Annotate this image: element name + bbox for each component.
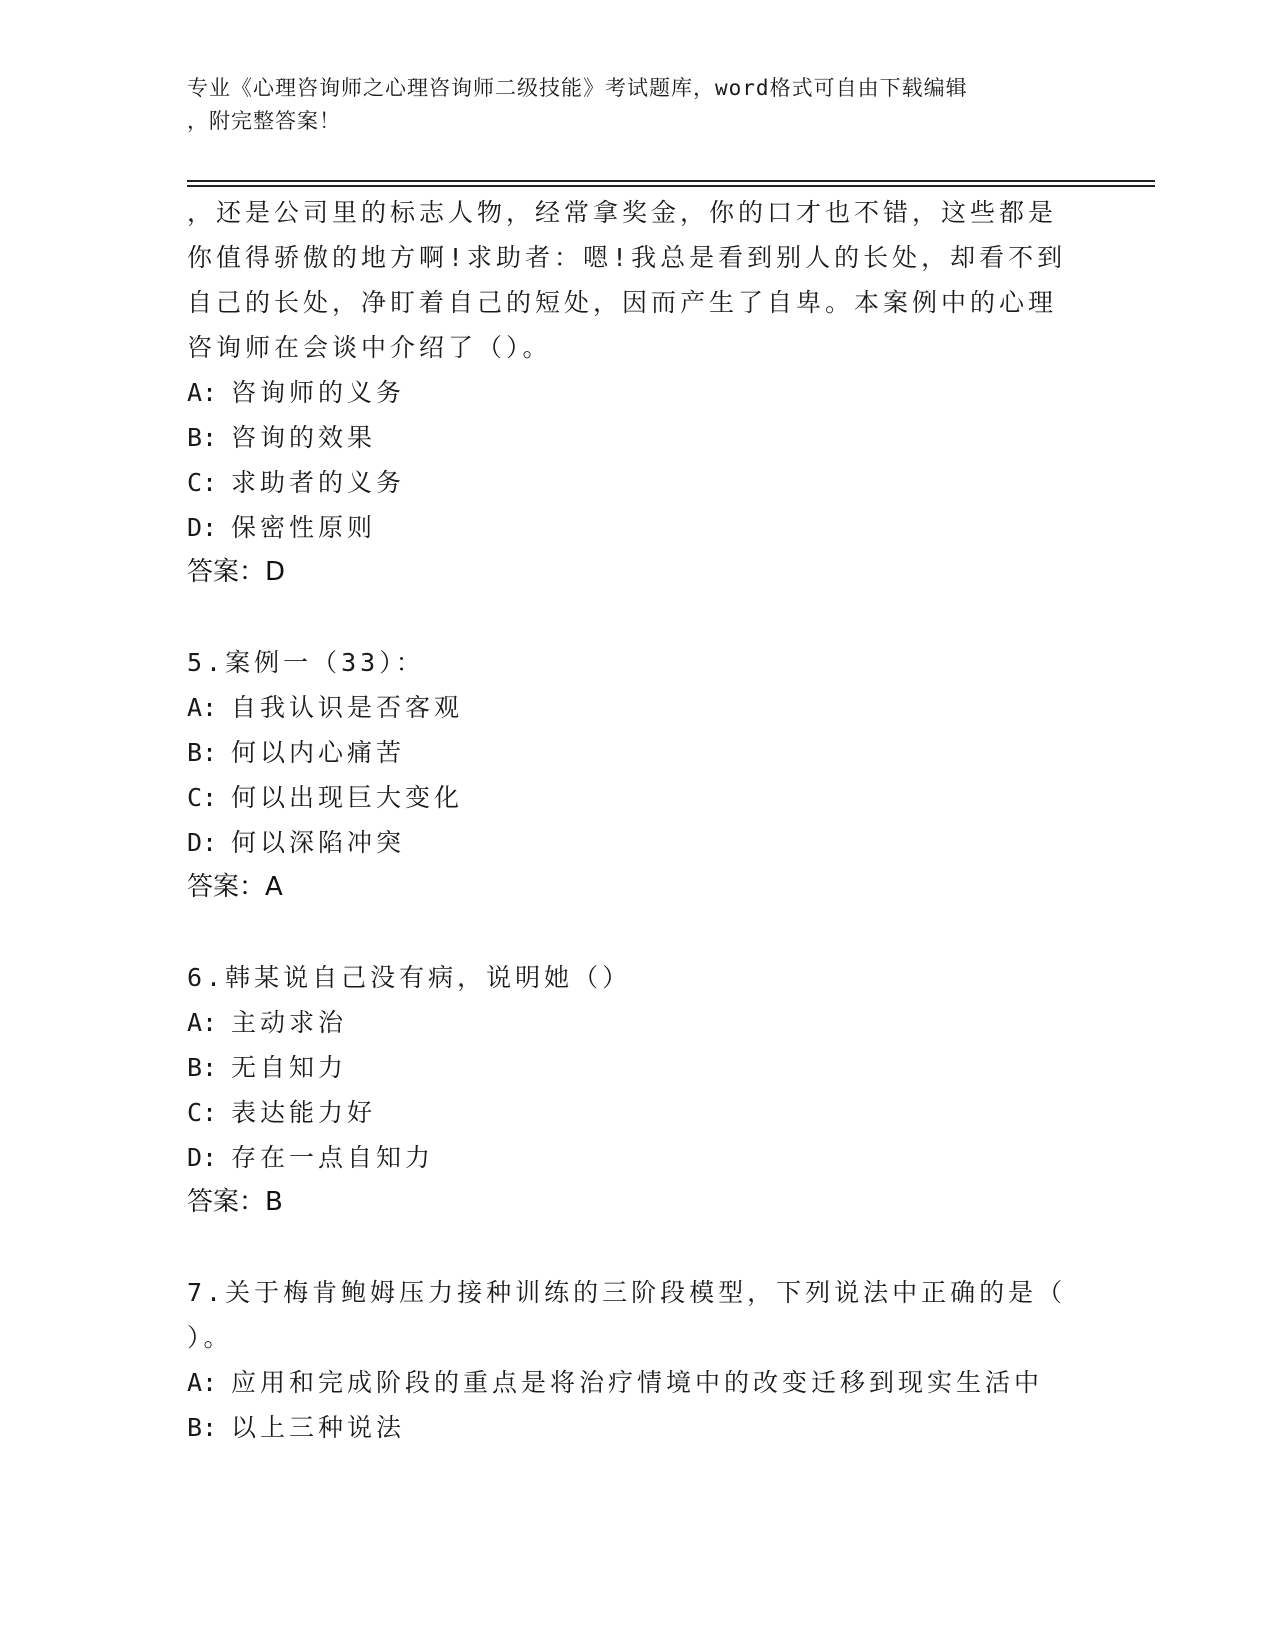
option-text: 咨询师的义务 (231, 378, 406, 407)
option-text: 自我认识是否客观 (231, 693, 464, 722)
option-a (187, 685, 1087, 730)
option-text: 何以深陷冲突 (231, 828, 406, 857)
option-letter: D: (187, 828, 218, 857)
option-text: 咨询的效果 (231, 423, 377, 452)
option-letter: C: (187, 468, 218, 497)
option-a (187, 1000, 1087, 1045)
answer-line: 答案：A (187, 872, 283, 902)
option-text: 表达能力好 (231, 1098, 377, 1127)
option-b (187, 730, 1087, 775)
question-stem-line: 5.案例一（33）： (187, 648, 425, 677)
option-text: 主动求治 (231, 1008, 348, 1037)
option-a (187, 1360, 1087, 1405)
question-stem-line: ）。 (187, 1323, 233, 1352)
document-header (187, 72, 1067, 138)
question-stem-line: 6.韩某说自己没有病，说明她（） (187, 963, 632, 992)
question-4 (187, 190, 1087, 595)
option-d (187, 505, 1087, 550)
option-letter: D: (187, 513, 218, 542)
option-c (187, 460, 1087, 505)
option-text: 无自知力 (231, 1053, 348, 1082)
option-d (187, 820, 1087, 865)
option-letter: B: (187, 1053, 218, 1082)
question-5 (187, 640, 1087, 910)
question-stem-line: 你值得骄傲的地方啊!求助者：嗯!我总是看到别人的长处，却看不到 (187, 243, 1067, 272)
spacer (187, 595, 1087, 640)
question-stem-line: ，还是公司里的标志人物，经常拿奖金，你的口才也不错，这些都是 (187, 198, 1058, 227)
option-letter: A: (187, 1368, 218, 1397)
question-list (187, 190, 1087, 1450)
option-letter: B: (187, 423, 218, 452)
header-line-2: ，附完整答案！ (187, 109, 341, 133)
answer-line: 答案：B (187, 1187, 283, 1217)
option-c (187, 1090, 1087, 1135)
question-7 (187, 1270, 1087, 1450)
question-stem-line: 自己的长处，净盯着自己的短处，因而产生了自卑。本案例中的心理 (187, 288, 1058, 317)
option-letter: C: (187, 1098, 218, 1127)
answer-line: 答案：D (187, 557, 286, 587)
option-letter: B: (187, 1413, 218, 1442)
option-letter: A: (187, 1008, 218, 1037)
question-6 (187, 955, 1087, 1225)
option-b (187, 415, 1087, 460)
option-text: 何以内心痛苦 (231, 738, 406, 767)
option-d (187, 1135, 1087, 1180)
question-stem-line: 咨询师在会谈中介绍了（）。 (187, 333, 552, 362)
option-letter: A: (187, 693, 218, 722)
option-text: 保密性原则 (231, 513, 377, 542)
header-divider-bottom (187, 185, 1155, 187)
question-stem-line: 7.关于梅肯鲍姆压力接种训练的三阶段模型，下列说法中正确的是（ (187, 1278, 1067, 1307)
option-b (187, 1405, 1087, 1450)
option-letter: D: (187, 1143, 218, 1172)
option-letter: C: (187, 783, 218, 812)
option-c (187, 775, 1087, 820)
header-line-1: 专业《心理咨询师之心理咨询师二级技能》考试题库，word格式可自由下载编辑 (187, 76, 968, 100)
option-text: 应用和完成阶段的重点是将治疗情境中的改变迁移到现实生活中 (231, 1368, 1044, 1397)
option-letter: A: (187, 378, 218, 407)
header-divider-top (187, 180, 1155, 182)
option-letter: B: (187, 738, 218, 767)
option-text: 以上三种说法 (231, 1413, 406, 1442)
option-b (187, 1045, 1087, 1090)
option-text: 存在一点自知力 (231, 1143, 435, 1172)
option-text: 求助者的义务 (231, 468, 406, 497)
spacer (187, 910, 1087, 955)
spacer (187, 1225, 1087, 1270)
option-a (187, 370, 1087, 415)
option-text: 何以出现巨大变化 (231, 783, 464, 812)
